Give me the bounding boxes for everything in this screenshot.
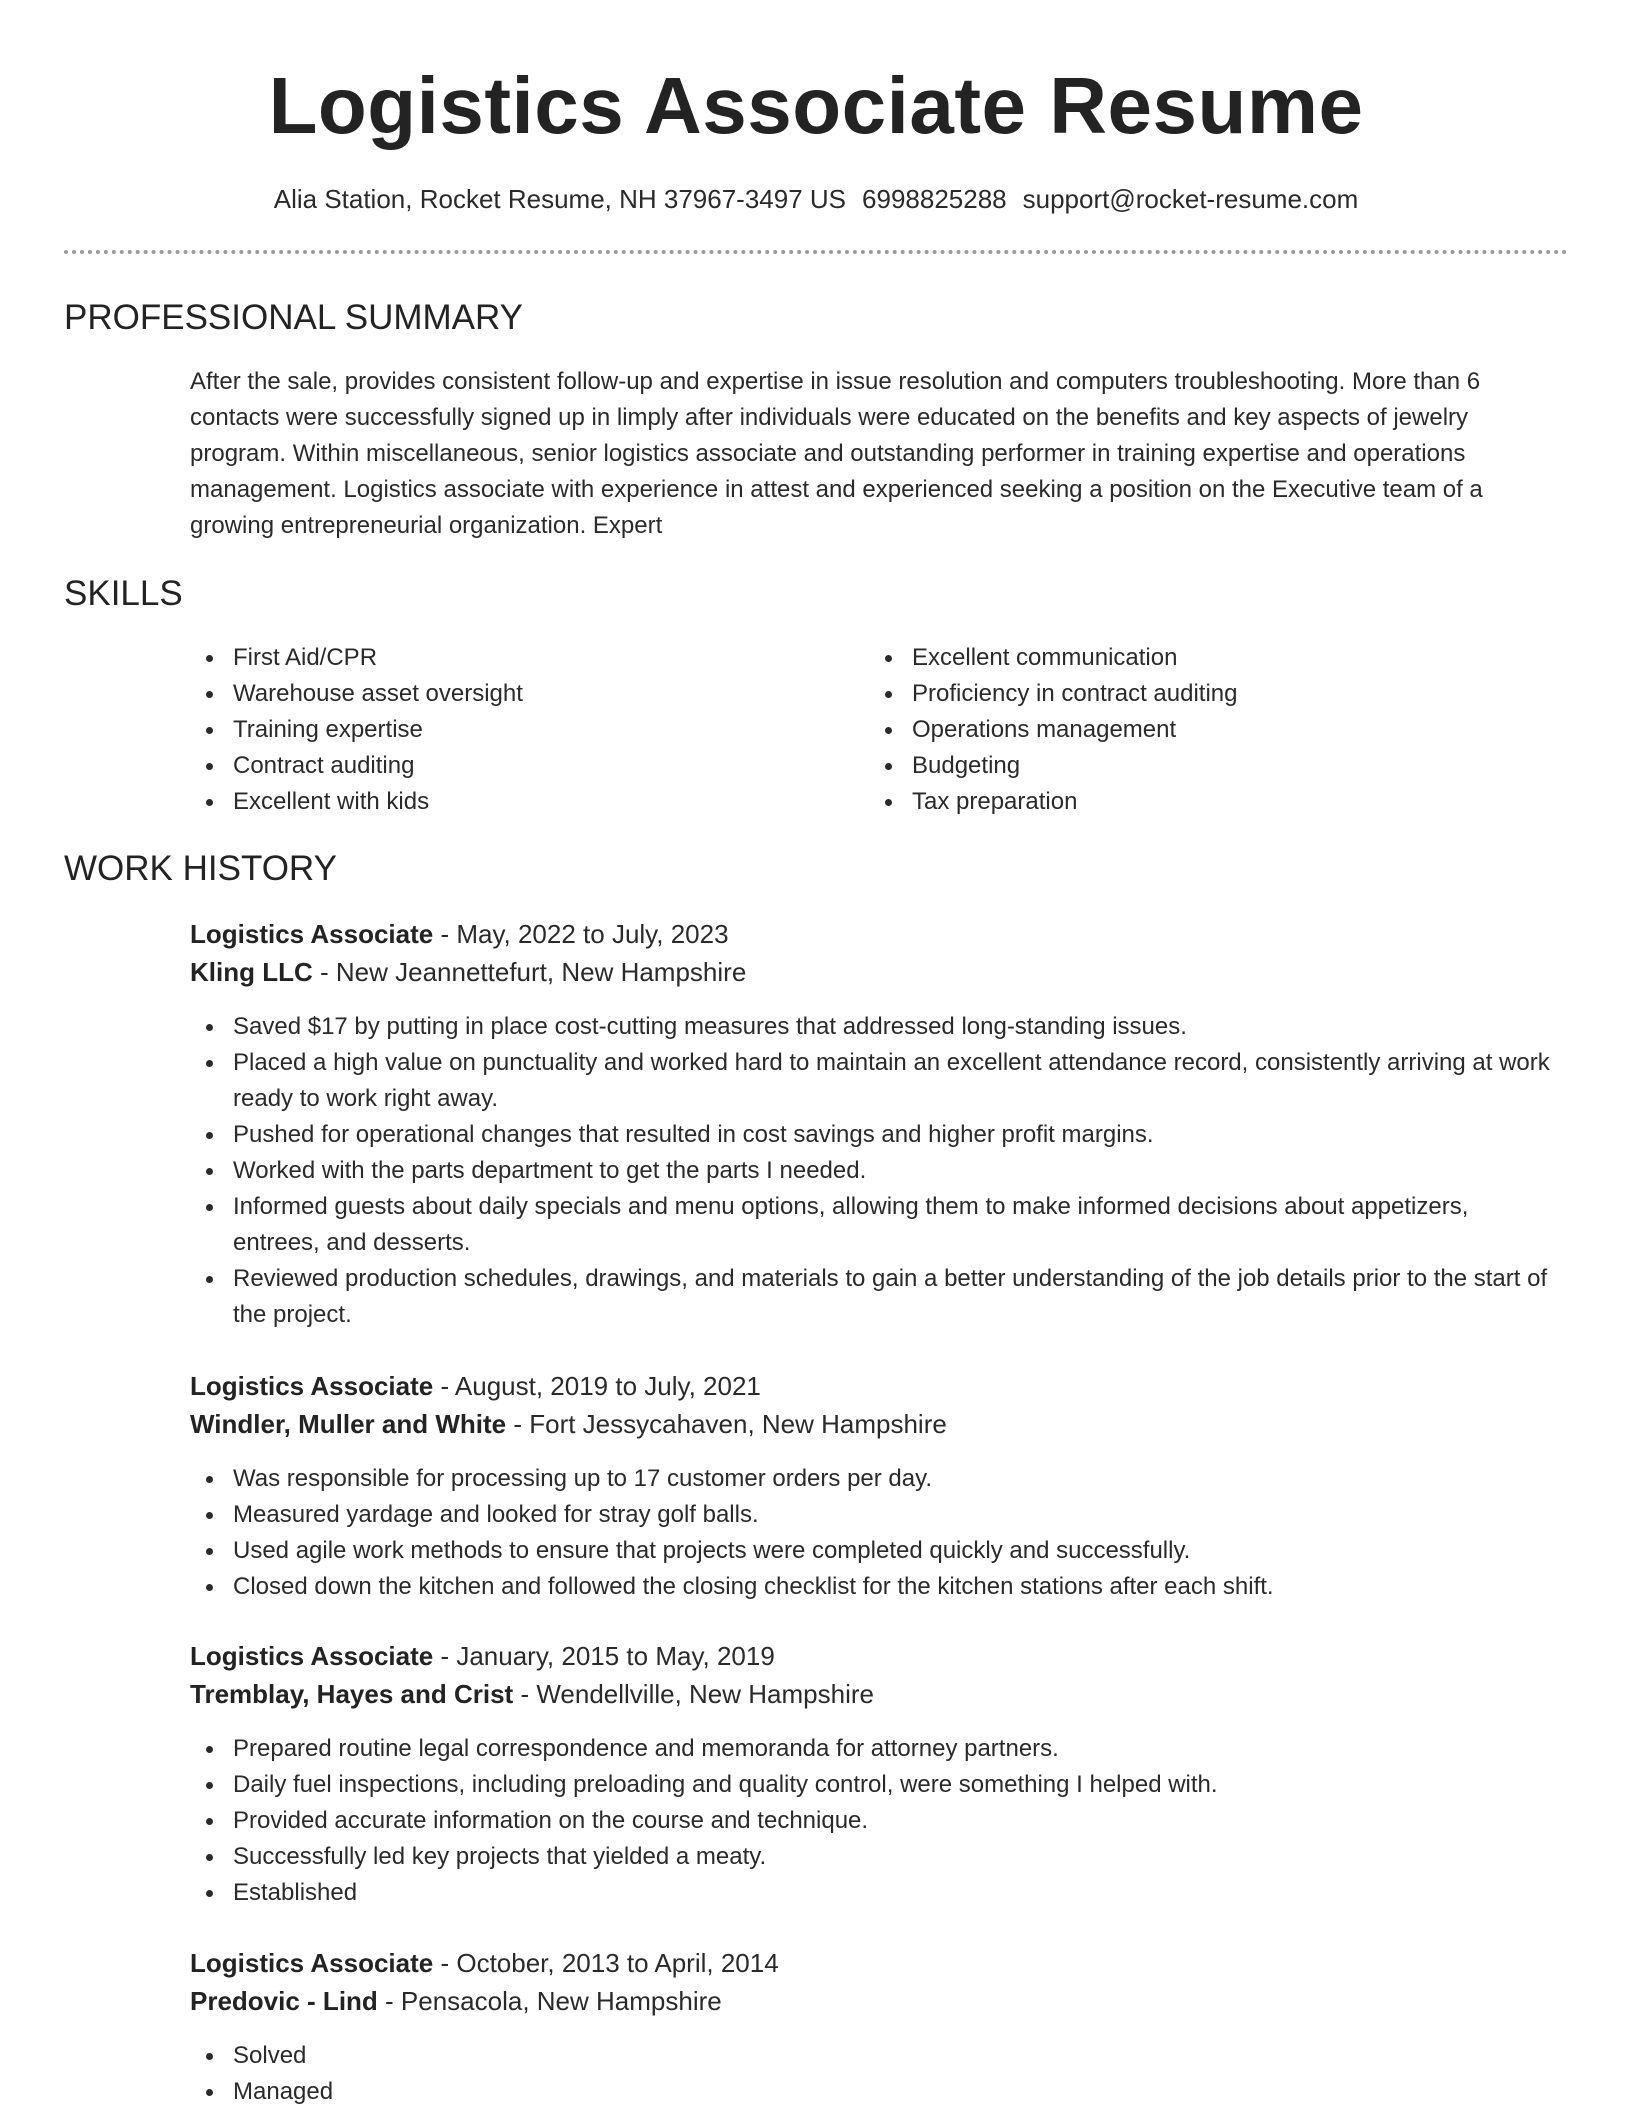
- job-bullet: Solved: [190, 2038, 1550, 2074]
- job-bullet: Worked with the parts department to get the parts I needed.: [190, 1153, 1550, 1189]
- job-title: Logistics Associate: [190, 1641, 434, 1671]
- skills-list-left: [190, 640, 830, 820]
- work-history-heading: WORK HISTORY: [64, 849, 337, 888]
- job-location: - Wendellville, New Hampshire: [513, 1679, 874, 1709]
- job-dates: - January, 2015 to May, 2019: [433, 1641, 775, 1671]
- skill-item: Excellent with kids: [190, 784, 830, 820]
- skill-item: Proficiency in contract auditing: [869, 676, 1509, 712]
- job-company: Tremblay, Hayes and Crist: [190, 1679, 514, 1709]
- job-bullet: Used agile work methods to ensure that projects were completed quickly and successfully.: [190, 1533, 1550, 1569]
- job-title-line: [190, 1944, 779, 1982]
- job-title: Logistics Associate: [190, 1948, 434, 1978]
- job-location: - Fort Jessycahaven, New Hampshire: [506, 1409, 947, 1439]
- job-bullet: Pushed for operational changes that resulted in cost savings and higher profit margins.: [190, 1117, 1550, 1153]
- phone-text: 6998825288: [862, 184, 1007, 214]
- job-company-line: [190, 1675, 874, 1713]
- job-bullet: Informed guests about daily specials and menu options, allowing them to make informed decisions about appetizers, entrees, and desserts.: [190, 1189, 1550, 1261]
- skill-item: Warehouse asset oversight: [190, 676, 830, 712]
- summary-heading: PROFESSIONAL SUMMARY: [64, 298, 523, 337]
- job-title-line: [190, 1367, 761, 1405]
- job-bullet: Prepared routine legal correspondence and memoranda for attorney partners.: [190, 1731, 1550, 1767]
- resume-title: Logistics Associate Resume: [268, 61, 1364, 150]
- job-title-line: [190, 915, 729, 953]
- job-bullet: Reviewed production schedules, drawings, and materials to gain a better understanding of the job details prior to the start of the project.: [190, 1261, 1550, 1333]
- job-location: - New Jeannettefurt, New Hampshire: [312, 957, 747, 987]
- job-dates: - August, 2019 to July, 2021: [433, 1371, 761, 1401]
- job-title-line: [190, 1637, 775, 1675]
- job-dates: - May, 2022 to July, 2023: [433, 919, 729, 949]
- job-bullet: Placed a high value on punctuality and worked hard to maintain an excellent attendance record, consistently arriving at work ready to work right away.: [190, 1045, 1550, 1117]
- skill-item: Budgeting: [869, 748, 1509, 784]
- header-divider: [64, 250, 1568, 254]
- job-bullet: Measured yardage and looked for stray golf balls.: [190, 1497, 1550, 1533]
- skill-item: Operations management: [869, 712, 1509, 748]
- job-bullets: [190, 1461, 1550, 1605]
- job-company: Windler, Muller and White: [190, 1409, 507, 1439]
- job-dates: - October, 2013 to April, 2014: [433, 1948, 779, 1978]
- email-text: support@rocket-resume.com: [1022, 184, 1359, 214]
- job-company: Predovic - Lind: [190, 1986, 378, 2016]
- job-bullets: [190, 1009, 1550, 1333]
- job-bullets: [190, 2038, 1550, 2110]
- summary-text: After the sale, provides consistent follow-up and expertise in issue resolution and computers troubleshooting. More than 6 contacts were successfully signed up in limply after individuals were educated on the benefits and key aspects of jewelry program. Within miscellaneous, senior logistics associate and outstanding performer in training expertise and operations management. Logistics associate with experience in attest and experienced seeking a position on the Executive team of a growing entrepreneurial organization. Expert: [190, 368, 1483, 539]
- job-bullet: Managed: [190, 2074, 1550, 2110]
- job-title: Logistics Associate: [190, 1371, 434, 1401]
- job-company-line: [190, 953, 746, 991]
- skill-item: Contract auditing: [190, 748, 830, 784]
- job-location: - Pensacola, New Hampshire: [377, 1986, 722, 2016]
- job-bullet: Provided accurate information on the course and technique.: [190, 1803, 1550, 1839]
- job-bullet: Saved $17 by putting in place cost-cutting measures that addressed long-standing issues.: [190, 1009, 1550, 1045]
- skill-item: Tax preparation: [869, 784, 1509, 820]
- skills-list-right: [869, 640, 1509, 820]
- job-company-line: [190, 1982, 722, 2020]
- job-company: Kling LLC: [190, 957, 313, 987]
- job-bullet: Daily fuel inspections, including preloading and quality control, were something I helped with.: [190, 1767, 1550, 1803]
- job-bullet: Closed down the kitchen and followed the closing checklist for the kitchen stations after each shift.: [190, 1569, 1550, 1605]
- job-company-line: [190, 1405, 947, 1443]
- job-bullet: Established: [190, 1875, 1550, 1911]
- skill-item: First Aid/CPR: [190, 640, 830, 676]
- skill-item: Training expertise: [190, 712, 830, 748]
- contact-line: [0, 181, 1632, 217]
- job-title: Logistics Associate: [190, 919, 434, 949]
- job-bullet: Was responsible for processing up to 17 customer orders per day.: [190, 1461, 1550, 1497]
- skills-heading: SKILLS: [64, 574, 183, 613]
- job-bullets: [190, 1731, 1550, 1911]
- job-bullet: Successfully led key projects that yielded a meaty.: [190, 1839, 1550, 1875]
- address-text: Alia Station, Rocket Resume, NH 37967-3497 US: [273, 184, 847, 214]
- skill-item: Excellent communication: [869, 640, 1509, 676]
